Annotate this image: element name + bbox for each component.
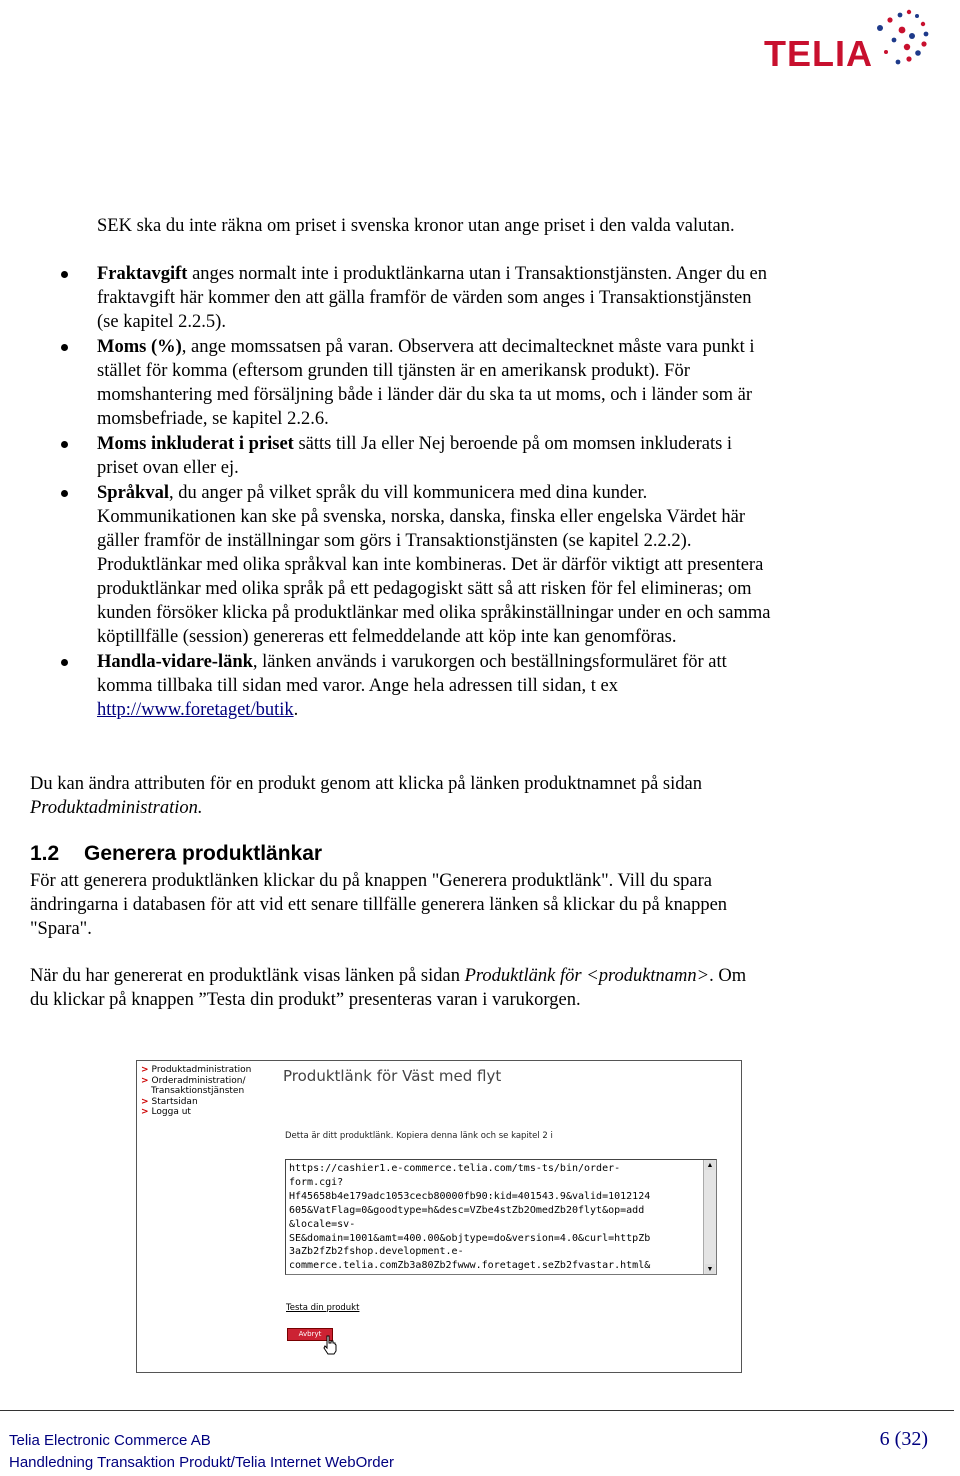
nav-item-logga-ut[interactable]: > Logga ut [141, 1107, 191, 1117]
term: Fraktavgift [97, 264, 188, 284]
description: , länken används i varukorgen och beställningsformuläret för att komma tillbaka till sidan med varor. Ange hela adressen till sidan, t ex [97, 652, 727, 696]
cancel-button[interactable]: Avbryt [287, 1328, 333, 1341]
list-item [97, 262, 777, 334]
footer-divider [0, 1410, 954, 1411]
section-number: 1.2 [30, 842, 60, 865]
description: anges normalt inte i produktlänkarna utan i Transaktionstjänsten. Anger du en fraktavgift här kommer den att gälla framför de värden som anges i Transaktionstjänsten (se kapitel 2.2.5). [97, 264, 767, 332]
list-item [97, 650, 777, 722]
section-title: Generera produktlänkar [84, 842, 323, 865]
description: , ange momssatsen på varan. Observera att decimaltecknet måste vara punkt i stället för komma (eftersom grunden till tjänsten är en amerikansk produkt). För momshantering med försäljning både i länder där du ska ta ut moms, och i länder som är momsbefriade, se kapitel 2.2.6. [97, 337, 755, 429]
list-item [97, 481, 777, 649]
side-navigation [141, 1065, 251, 1118]
term: Moms inkluderat i priset [97, 434, 294, 454]
arrow-icon: > [141, 1075, 149, 1086]
generate-paragraph: För att generera produktlänken klickar du på knappen "Generera produktlänk". Vill du spara ändringarna i databasen för att vid ett senare tillfälle generera länken så klickar du på knappen "Spara". [30, 871, 728, 939]
term: Språkval [97, 483, 169, 503]
hand-cursor-icon [322, 1335, 338, 1355]
nav-item-produktadministration[interactable]: > Produktadministration [141, 1065, 252, 1075]
punctuation: . [293, 700, 299, 720]
term: Handla-vidare-länk [97, 652, 253, 672]
attribute-change-paragraph [30, 772, 760, 820]
page-number: 6 (32) [879, 1428, 928, 1450]
bullet-icon [61, 490, 68, 497]
bullet-icon [61, 344, 68, 351]
nav-item-orderadministration[interactable]: > Orderadministration/ [141, 1075, 246, 1086]
company-name: Telia Electronic Commerce AB [9, 1432, 211, 1449]
scroll-down-icon[interactable]: ▼ [706, 1265, 714, 1273]
para-text: . Om du klickar på knappen ”Testa din produkt” presenteras varan i varukorgen. [30, 966, 747, 1010]
para-text: Du kan ändra attributen för en produkt genom att klicka på länken produktnamnet på sidan [30, 774, 702, 794]
product-link-screenshot [136, 1060, 742, 1373]
description: , du anger på vilket språk du vill kommunicera med dina kunder. Kommunikationen kan ske på svenska, norska, danska, finska eller engelska Värdet här gäller framför de inställningar som görs i Transaktionstjänsten (se kapitel 2.2.2). Produktlänkar med olika språkval kan inte kombineras. Det är därför viktigt att presentera produktlänkar med olika språk på ett pedagogiskt sätt så att risken för fel elimineras; om kunden försöker klicka på produktlänkar med olika språkinställningar under en och samma köptillfälle (session) genereras ett felmeddelande att köp inte kan genomföras. [97, 483, 771, 647]
shop-url-link[interactable]: http://www.foretaget/butik [97, 700, 294, 720]
bullet-icon [61, 659, 68, 666]
list-item [97, 432, 777, 480]
page-reference: Produktlänk för <produktnamn> [464, 966, 710, 986]
term: Moms (%) [97, 337, 182, 357]
product-link-textarea[interactable] [285, 1159, 717, 1275]
description: sätts till Ja eller Nej beroende på om momsen inkluderats i priset ovan eller ej. [97, 434, 733, 478]
nav-item-startsidan[interactable]: > Startsidan [141, 1096, 198, 1107]
telia-logo [762, 6, 934, 72]
page-reference: Produktadministration. [30, 798, 203, 818]
scroll-up-icon[interactable]: ▲ [706, 1161, 714, 1169]
list-item [97, 335, 777, 431]
arrow-icon: > [141, 1107, 149, 1117]
logo-wordmark: TELIA [764, 33, 873, 72]
url-text: https://cashier1.e-commerce.telia.com/tms-ts/bin/order- form.cgi? Hf45658b4e179adc1053cecb80000fb90:kid=401543.9&valid=1012124 605&VatFlag=0&goodtype=h&desc=VZbe4stZb2OmedZb20flyt&op=add &locale=sv- SE&domain=1001&amt=400.00&objtype=do&version=4.0&curl=httpZb 3aZb2fZb2fshop.development.e- commerce.telia.comZb3a80Zb2fwww.foretaget.seZb2fvastar.html& [289, 1163, 651, 1272]
arrow-icon: > [141, 1096, 149, 1107]
footer-info [9, 1430, 394, 1474]
document-title: Handledning Transaktion Produkt/Telia Internet WebOrder [9, 1454, 394, 1471]
bullet-icon [61, 441, 68, 448]
result-paragraph [30, 964, 760, 1012]
bullet-icon [61, 271, 68, 278]
logo-spark-icon [877, 10, 928, 65]
arrow-icon: > [141, 1065, 149, 1075]
screenshot-instructions: Detta är ditt produktlänk. Kopiera denna länk och se kapitel 2 i [285, 1131, 553, 1141]
screenshot-page-title: Produktlänk för Väst med flyt [283, 1067, 502, 1085]
attribute-list [97, 262, 777, 723]
test-product-link[interactable]: Testa din produkt [286, 1303, 360, 1313]
textarea-scrollbar[interactable] [703, 1160, 716, 1274]
lead-paragraph: SEK ska du inte räkna om priset i svenska kronor utan ange priset i den valda valutan. [97, 216, 735, 236]
nav-item-transaktionstjansten[interactable]: Transaktionstjänsten [151, 1086, 245, 1096]
section-heading [30, 842, 322, 866]
para-text: När du har genererat en produktlänk visas länken på sidan [30, 966, 465, 986]
